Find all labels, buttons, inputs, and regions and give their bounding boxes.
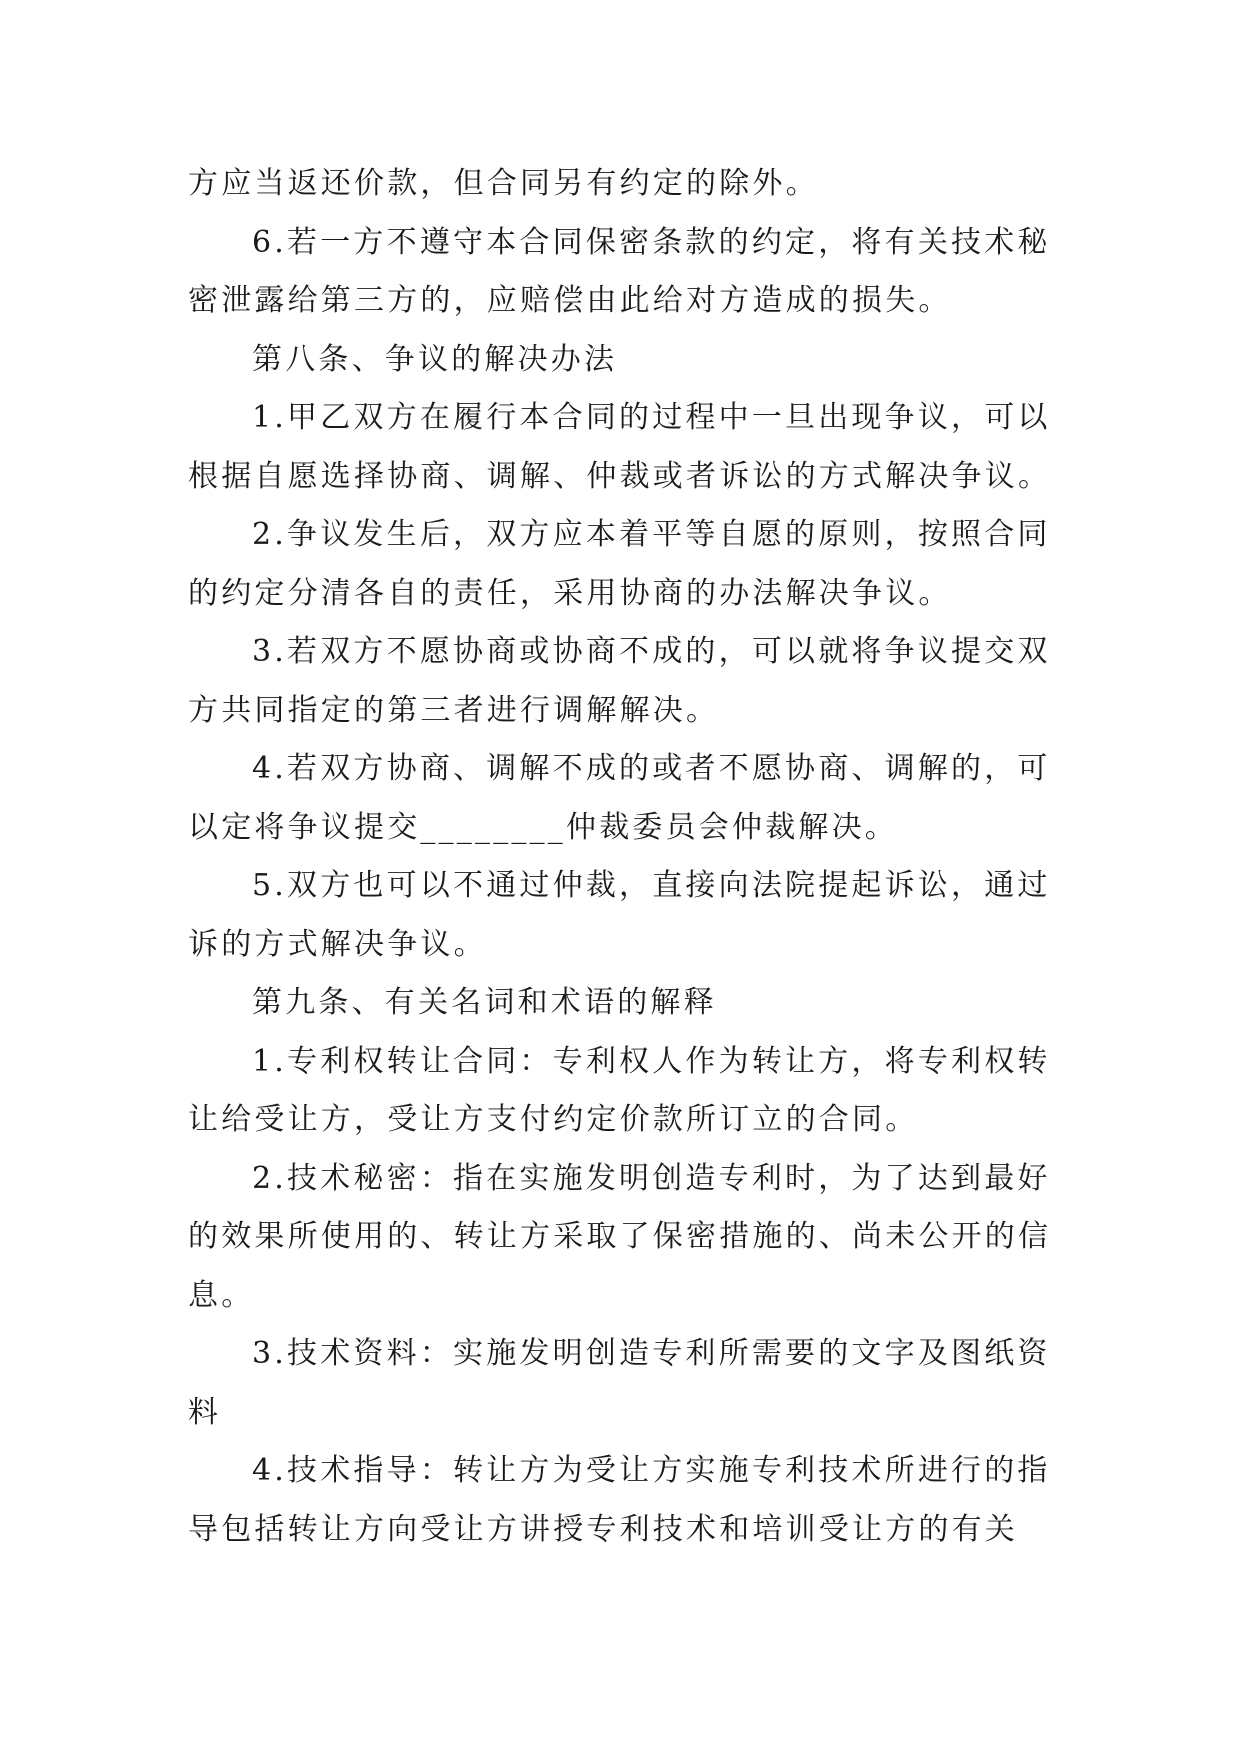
text-line: 5.双方也可以不通过仲裁，直接向法院提起诉讼，通过 <box>252 868 1051 903</box>
text-line: 料 <box>188 1394 222 1430</box>
section-heading-8: 第八条、争议的解决办法 <box>252 341 618 377</box>
text-line: 2.技术秘密：指在实施发明创造专利时，为了达到最好 <box>252 1160 1051 1196</box>
text-line-with-blank: 以定将争议提交________仲裁委员会仲裁解决。 <box>188 809 898 845</box>
text-line: 1.甲乙双方在履行本合同的过程中一旦出现争议，可以 <box>252 400 1051 435</box>
text-line: 3.若双方不愿协商或协商不成的，可以就将争议提交双 <box>252 634 1051 669</box>
document-body <box>188 155 1058 1559</box>
text-line: 1.专利权转让合同：专利权人作为转让方，将专利权转 <box>252 1043 1051 1079</box>
text-line: 4.技术指导：转让方为受让方实施专利技术所进行的指 <box>252 1453 1051 1488</box>
text-line: 诉的方式解决争议。 <box>188 926 487 962</box>
text-line: 导包括转让方向受让方讲授专利技术和培训受让方的有关 <box>188 1511 1018 1547</box>
text-line: 息。 <box>188 1277 255 1313</box>
text-line: 方共同指定的第三者进行调解解决。 <box>188 692 720 728</box>
text-line: 3.技术资料：实施发明创造专利所需要的文字及图纸资 <box>252 1336 1051 1371</box>
text-line: 2.争议发生后，双方应本着平等自愿的原则，按照合同 <box>252 517 1051 552</box>
text-line: 让给受让方，受让方支付约定价款所订立的合同。 <box>188 1102 919 1137</box>
text-line: 的约定分清各自的责任，采用协商的办法解决争议。 <box>188 575 952 611</box>
section-heading-9: 第九条、有关名词和术语的解释 <box>252 985 717 1020</box>
text-line: 的效果所使用的、转让方采取了保密措施的、尚未公开的信 <box>188 1219 1052 1254</box>
text-line: 根据自愿选择协商、调解、仲裁或者诉讼的方式解决争议。 <box>188 458 1052 494</box>
text-line: 方应当返还价款，但合同另有约定的除外。 <box>188 166 819 201</box>
text-line: 6.若一方不遵守本合同保密条款的约定，将有关技术秘 <box>252 224 1051 260</box>
text-line: 密泄露给第三方的，应赔偿由此给对方造成的损失。 <box>188 283 952 318</box>
text-line: 4.若双方协商、调解不成的或者不愿协商、调解的，可 <box>252 751 1051 786</box>
